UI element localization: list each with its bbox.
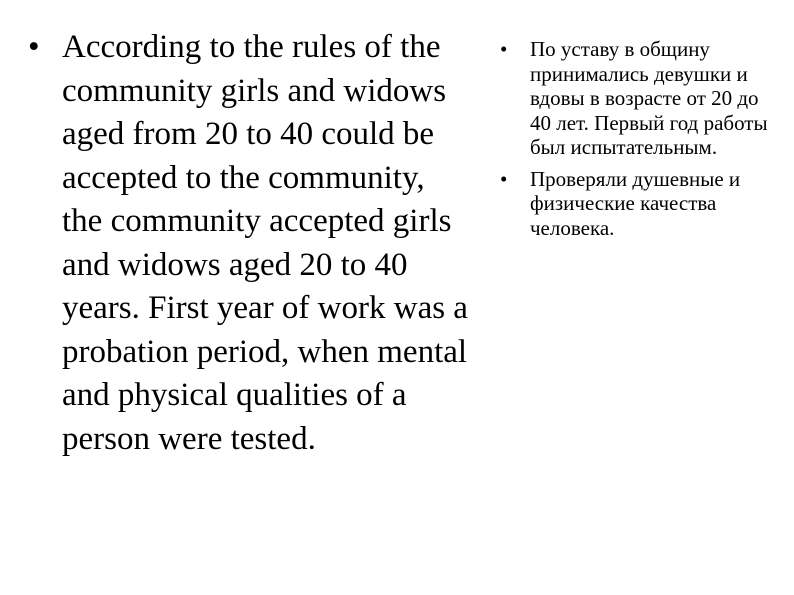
russian-text-column bbox=[500, 37, 770, 247]
bullet-icon: • bbox=[500, 166, 508, 191]
bullet-icon: • bbox=[500, 37, 508, 61]
english-bullet-list bbox=[28, 26, 468, 461]
russian-bullet-text: По уставу в общину принимались девушки и вдовы в возрасте от 20 до 40 лет. Первый год работы был испытательным. bbox=[530, 37, 768, 159]
bullet-icon: • bbox=[28, 29, 40, 65]
english-text-column bbox=[28, 26, 468, 461]
russian-bullet-text: Проверяли душевные и физические качества человека. bbox=[530, 166, 741, 240]
russian-bullet-item bbox=[500, 37, 770, 160]
russian-bullet-item bbox=[500, 167, 770, 241]
english-bullet-item bbox=[28, 26, 468, 461]
english-bullet-text: According to the rules of the community girls and widows aged from 20 to 40 could be accepted to the community, the community accepted girls and widows aged 20 to 40 years. First year of work was a probation period, when mental and physical qualities of a person were tested. bbox=[62, 29, 468, 457]
russian-bullet-list bbox=[500, 37, 770, 240]
